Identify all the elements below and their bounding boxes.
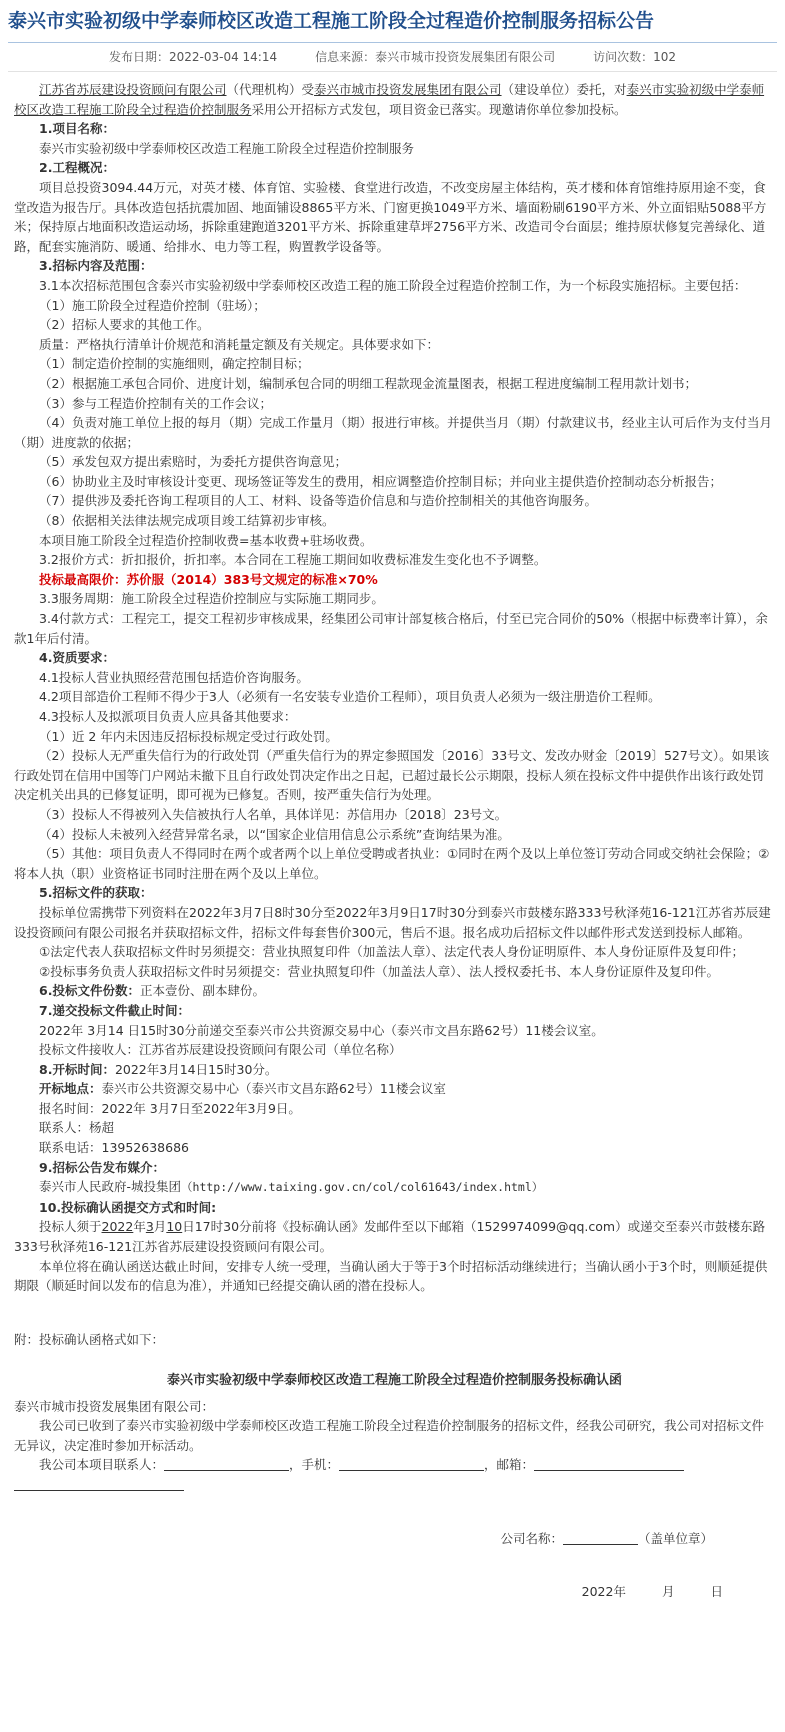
sec10-p1 bbox=[14, 1217, 775, 1256]
sec10-heading: 10.投标确认函提交方式和时间: bbox=[39, 1199, 217, 1215]
company-signature-line bbox=[14, 1529, 775, 1549]
sec1-heading: 1.项目名称： bbox=[39, 121, 115, 137]
sec9-media-line bbox=[14, 1177, 775, 1198]
sec5-p3: ②投标事务负责人获取招标文件时另须提交：营业执照复印件（加盖法人章）、法人授权委托书、本人身份证原件及复印件。 bbox=[39, 963, 719, 979]
notice-meta bbox=[0, 43, 785, 71]
spacer bbox=[14, 1495, 775, 1529]
sec3-req-2: （2）根据施工承包合同价、进度计划，编制承包合同的明细工程款现金流量图表，根据工程进度编制工程用款计划书； bbox=[39, 375, 697, 391]
sec4-q5: （5）其他：项目负责人不得同时在两个或者两个以上单位受聘或者执业：①同时在两个及以上单位签订劳动合同或交纳社会保险；②将本人执（职）业资格证书同时注册在两个及以上单位。 bbox=[14, 846, 770, 881]
sec3-heading: 3.招标内容及范围： bbox=[39, 258, 153, 274]
seal-label: （盖单位章） bbox=[637, 1530, 713, 1546]
email-blank-continued bbox=[14, 1475, 775, 1495]
sec3-item-2: （2）招标人要求的其他工作。 bbox=[39, 317, 210, 333]
sec6-body: 正本壹份、副本肆份。 bbox=[139, 983, 265, 999]
sec5-p2: ①法定代表人获取招标文件时另须提交：营业执照复印件（加盖法人章）、法定代表人身份证明原件、本人身份证原件及复印件； bbox=[39, 944, 744, 960]
attachment-contact-line bbox=[14, 1455, 775, 1475]
sec10-text-3: 月 bbox=[153, 1219, 167, 1235]
sec7-heading: 7.递交投标文件截止时间： bbox=[39, 1002, 190, 1018]
sec3-item-1: （1）施工阶段全过程造价控制（驻场）； bbox=[39, 297, 266, 313]
sec9-url[interactable]: （http://www.taixing.gov.cn/col/col61643/index.html） bbox=[181, 1180, 544, 1195]
attachment-title: 泰兴市实验初级中学泰师校区改造工程施工阶段全过程造价控制服务投标确认函 bbox=[166, 1373, 622, 1388]
sec1-body: 泰兴市实验初级中学泰师校区改造工程施工阶段全过程造价控制服务 bbox=[39, 140, 415, 156]
email-blank-2[interactable] bbox=[14, 1476, 184, 1491]
sec7-p1: 2022年 3月14 日15时30分前递交至泰兴市公共资源交易中心（泰兴市文昌东路62号）11楼会议室。 bbox=[39, 1022, 604, 1038]
sec10-day: 10 bbox=[166, 1219, 183, 1235]
sec6-heading: 6.投标文件份数： bbox=[39, 983, 140, 999]
intro-text-3: 采用公开招标方式发包，项目资金已落实。现邀请你单位参加投标。 bbox=[251, 101, 627, 117]
sec3-fee: 本项目施工阶段全过程造价控制收费=基本收费+驻场收费。 bbox=[39, 532, 373, 548]
visit-count: 访问次数：102 bbox=[593, 50, 677, 64]
sec4-q3: （3）投标人不得被列入失信被执行人名单，具体详见：苏信用办〔2018〕23号文。 bbox=[39, 806, 508, 822]
sec8-heading: 8.开标时间： bbox=[39, 1061, 115, 1077]
sec4-q1: （1）近 2 年内未因违反招标投标规定受过行政处罚。 bbox=[39, 728, 338, 744]
notice-title: 泰兴市实验初级中学泰师校区改造工程施工阶段全过程造价控制服务招标公告 bbox=[8, 10, 655, 32]
publish-date: 发布日期：2022-03-04 14:14 bbox=[108, 50, 278, 64]
sec8-phone: 联系电话：13952638686 bbox=[39, 1140, 189, 1156]
sec4-p3: 4.3投标人及拟派项目负责人应具备其他要求： bbox=[39, 709, 297, 724]
spacer bbox=[14, 1296, 775, 1330]
sec8-contact: 联系人：杨超 bbox=[39, 1120, 115, 1136]
sec10-month: 3 bbox=[145, 1219, 154, 1235]
sec6-line bbox=[14, 981, 775, 1001]
email-label: ，邮箱： bbox=[484, 1457, 535, 1473]
sec3-req-3: （3）参与工程造价控制有关的工作会议； bbox=[39, 395, 272, 411]
intro-text-1: （代理机构）受 bbox=[226, 82, 315, 97]
sec3-req-7: （7）提供涉及委托咨询工程项目的人工、材料、设备等造价信息和与造价控制相关的其他咨询服务。 bbox=[39, 493, 597, 509]
date-year: 2022年 bbox=[581, 1584, 626, 1600]
sec10-year: 2022 bbox=[101, 1219, 134, 1235]
info-source: 信息来源：泰兴市城市投资发展集团有限公司 bbox=[315, 50, 556, 64]
sec10-text-2: 年 bbox=[133, 1219, 146, 1235]
sec5-heading: 5.招标文件的获取： bbox=[39, 885, 153, 901]
sec3-req-1: （1）制定造价控制的实施细则，确定控制目标； bbox=[39, 356, 310, 372]
attachment-recipient: 泰兴市城市投资发展集团有限公司： bbox=[14, 1398, 215, 1414]
sec9-media: 泰兴市人民政府-城投集团 bbox=[39, 1179, 182, 1195]
phone-blank[interactable] bbox=[339, 1456, 484, 1471]
phone-label: ，手机： bbox=[289, 1457, 340, 1473]
spacer bbox=[14, 1548, 775, 1582]
sec8-line bbox=[14, 1060, 775, 1080]
sec4-q2: （2）投标人无严重失信行为的行政处罚（严重失信行为的界定参照国发〔2016〕33号文、发改办财金〔2019〕527号文）。如果该行政处罚在信用中国等门户网站未撤下且自行政处罚决定作出之日起，已超过最长公示期限，投标人须在投标文件中提供作出该行政处罚决定机关出具的已修复证明，即可视为已修复。否则，按严重失信行为处理。 bbox=[14, 748, 770, 803]
sec7-p2: 投标文件接收人：江苏省苏辰建设投资顾问有限公司（单位名称） bbox=[39, 1042, 402, 1058]
sec3-req-6: （6）协助业主及时审核设计变更、现场签证等发生的费用，相应调整造价控制目标；并向业主提供造价控制动态分析报告； bbox=[39, 473, 722, 489]
sec2-body: 项目总投资3094.44万元，对英才楼、体育馆、实验楼、食堂进行改造，不改变房屋主体结构，英才楼和体育馆维持原用途不变，食堂改造为报告厅。具体改造包括抗震加固、地面铺设8865平方米、门窗更换1049平方米、墙面粉刷6190平方米、外立面铝贴5088平方米；保持原占地面积改造运动场，拆除重建跑道3201平方米、拆除重建草坪2756平方米、改造司令台面层；维持原状修复完善绿化、道路，配套实施消防、暖通、给排水、电力等工程，购置教学设备等。 bbox=[14, 179, 767, 254]
sec8-location-heading: 开标地点： bbox=[39, 1081, 102, 1097]
intro-paragraph bbox=[14, 80, 775, 119]
attachment-body: 我公司已收到了泰兴市实验初级中学泰师校区改造工程施工阶段全过程造价控制服务的招标文件，经我公司研究，我公司对招标文件无异议，决定准时参加开标活动。 bbox=[14, 1418, 765, 1453]
spacer bbox=[14, 1349, 775, 1369]
contact-blank[interactable] bbox=[164, 1456, 289, 1471]
attachment-label: 附：投标确认函格式如下： bbox=[14, 1331, 165, 1347]
email-blank[interactable] bbox=[534, 1456, 684, 1471]
date-month: 月 bbox=[661, 1584, 675, 1600]
project-name-inline: 泰兴市实验初级中学泰师校区改造工程施工阶段全过程造价控制服务 bbox=[14, 82, 765, 117]
sec3-p2: 3.2报价方式：折扣报价，折扣率。本合同在工程施工期间如收费标准发生变化也不予调整。 bbox=[39, 552, 547, 568]
sec10-p2: 本单位将在确认函送达截止时间，安排专人统一受理，当确认函大于等于3个时招标活动继续进行；当确认函小于3个时，则顺延提供期限（顺延时间以发布的信息为准），并通知已经提交确认函的潜在投标人。 bbox=[14, 1258, 768, 1294]
contact-label: 我公司本项目联系人： bbox=[39, 1457, 165, 1473]
sec10-text-1: 投标人须于 bbox=[39, 1219, 102, 1235]
sec3-quality: 质量：严格执行清单计价规范和消耗量定额及有关规定。具体要求如下： bbox=[39, 336, 440, 352]
sec3-p3: 3.3服务周期：施工阶段全过程造价控制应与实际施工期同步。 bbox=[39, 591, 384, 607]
sec3-req-4: （4）负责对施工单位上报的每月（期）完成工作量月（期）报进行审核。并提供当月（期）付款建议书，经业主认可后作为支付当月（期）进度款的依据； bbox=[14, 415, 772, 450]
sec2-heading: 2.工程概况： bbox=[39, 160, 115, 176]
company-label: 公司名称： bbox=[500, 1530, 563, 1546]
sec3-p4: 3.4付款方式：工程完工，提交工程初步审核成果，经集团公司审计部复核合格后，付至已完合同价的50%（根据中标费率计算），余款1年后付清。 bbox=[14, 611, 768, 646]
sec8-location: 泰兴市公共资源交易中心（泰兴市文昌东路62号）11楼会议室 bbox=[101, 1081, 446, 1097]
company-blank[interactable] bbox=[563, 1530, 638, 1545]
sec3-req-8: （8）依据相关法律法规完成项目竣工结算初步审核。 bbox=[39, 513, 335, 529]
sec8-signup: 报名时间：2022年 3月7日至2022年3月9日。 bbox=[39, 1100, 301, 1116]
agent-name: 江苏省苏辰建设投资顾问有限公司 bbox=[39, 82, 227, 97]
sec8-body: 2022年3月14日15时30分。 bbox=[114, 1061, 278, 1077]
sec3-req-5: （5）承发包双方提出索赔时，为委托方提供咨询意见； bbox=[39, 454, 347, 470]
notice-content bbox=[0, 72, 785, 1602]
date-day: 日 bbox=[710, 1584, 723, 1600]
date-line bbox=[14, 1582, 775, 1602]
sec8-location-line bbox=[14, 1079, 775, 1099]
sec10-text-4: 日17时30分前将《投标确认函》发邮件至以下邮箱（1529974099@qq.com）或递交至泰兴市鼓楼东路333号秋泽苑16-121江苏省苏辰建设投资顾问有限公司。 bbox=[14, 1219, 766, 1255]
max-price-notice: 投标最高限价：苏价服（2014）383号文规定的标准×70% bbox=[39, 571, 378, 587]
owner-name: 泰兴市城市投资发展集团有限公司 bbox=[314, 82, 502, 97]
sec5-p1: 投标单位需携带下列资料在2022年3月7日8时30分至2022年3月9日17时30分到泰兴市鼓楼东路333号秋泽苑16-121江苏省苏辰建设投资顾问有限公司报名并获取招标文件，招标文件每套售价300元，售后不退。报名成功后招标文件以邮件形式发送到投标人邮箱。 bbox=[14, 904, 771, 940]
sec4-q4: （4）投标人未被列入经营异常名录，以“国家企业信用信息公示系统”查询结果为准。 bbox=[39, 826, 510, 842]
sec4-p1: 4.1投标人营业执照经营范围包括造价咨询服务。 bbox=[39, 669, 309, 685]
sec3-p1: 3.1本次招标范围包含泰兴市实验初级中学泰师校区改造工程的施工阶段全过程造价控制工作，为一个标段实施招标。主要包括： bbox=[39, 277, 747, 293]
intro-text-2: （建设单位）委托，对 bbox=[501, 82, 627, 97]
sec9-heading: 9.招标公告发布媒介： bbox=[39, 1159, 165, 1175]
sec4-heading: 4.资质要求： bbox=[39, 650, 115, 666]
sec4-p2: 4.2项目部造价工程师不得少于3人（必须有一名安装专业造价工程师），项目负责人必须为一级注册造价工程师。 bbox=[39, 689, 661, 705]
